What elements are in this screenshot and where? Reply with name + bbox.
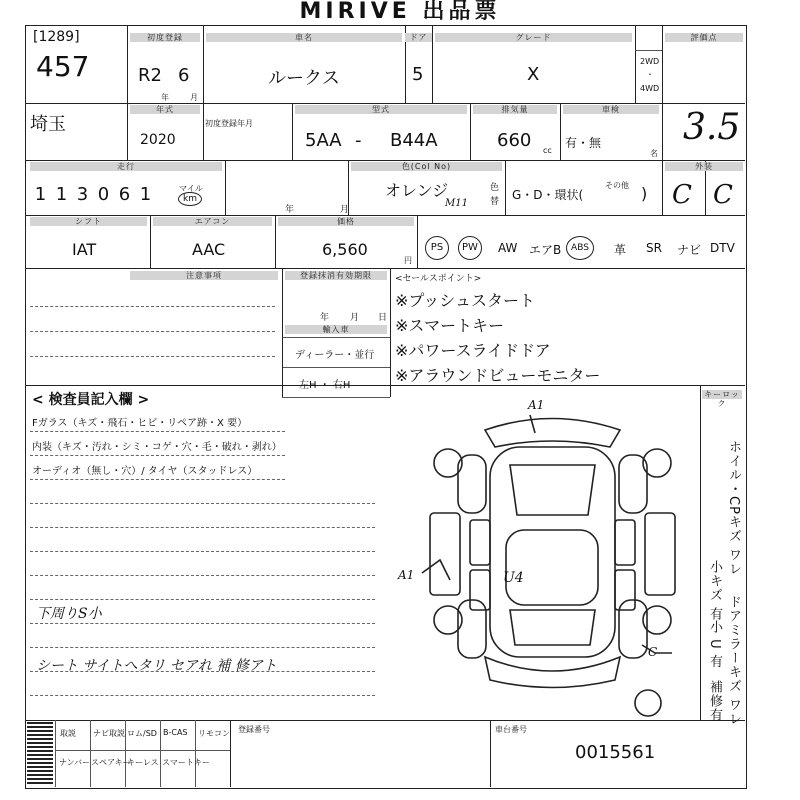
mileage-digit: 6 xyxy=(118,184,131,205)
footer-item-top: 取説 xyxy=(60,729,76,738)
mileage-digit: 1 xyxy=(139,184,152,205)
equip-ps: PS xyxy=(425,236,449,260)
reg-expiry-year: 年 xyxy=(320,313,330,323)
color-label: 色 xyxy=(490,183,500,193)
lot-number: 457 xyxy=(36,50,90,83)
car-name: ルークス xyxy=(268,68,340,89)
drive-sep: ・ xyxy=(646,70,654,79)
side-note-2: 小キズ 有 xyxy=(707,560,722,622)
evaluation-score: 3.5 xyxy=(683,107,741,148)
footer-item-bottom: スマートキー xyxy=(162,758,210,767)
displacement-value: 660 xyxy=(497,130,532,151)
import-type: ディーラー・並行 xyxy=(295,350,375,361)
first-reg-month: 6 xyxy=(178,65,190,86)
sheet-title: MIRIVE 出品票 xyxy=(299,0,501,24)
inspection-status: 有・無 xyxy=(565,136,602,150)
footer-item-top: B-CAS xyxy=(163,728,188,737)
reg-month-label: 月 xyxy=(340,205,350,215)
exterior-score: C xyxy=(672,180,692,210)
handwritten-note-seat: シート サイトへタリ セアれ 補 修アト xyxy=(36,658,277,674)
drive-4wd: 4WD xyxy=(640,84,660,93)
header-first-reg: 初度登録 xyxy=(130,33,200,42)
prefecture: 埼玉 xyxy=(30,114,66,135)
inspector-line-interior: 内装（キズ・汚れ・シミ・コゲ・穴・毛・破れ・剥れ） xyxy=(32,442,282,453)
equip-airbag: エアB xyxy=(529,243,562,257)
aircon: AAC xyxy=(192,240,226,259)
model-code: B44A xyxy=(390,130,438,151)
mileage-digit: 1 xyxy=(34,184,47,205)
header-key-lock: キーロック xyxy=(702,390,742,399)
side-note-1: ホイル・CPキズ ワレ xyxy=(726,440,741,577)
header-aircon: エアコン xyxy=(153,217,272,226)
side-note-5: 補修有 xyxy=(707,680,722,722)
handwritten-note-underbody: 下周りS小 xyxy=(36,606,102,622)
equip-abs: ABS xyxy=(566,236,594,260)
color-options: G・D・環状( xyxy=(512,188,584,202)
equip-aw: AW xyxy=(498,241,518,255)
inspection-note: 名 xyxy=(650,149,658,158)
header-reg-expiry: 登録抹消有効期限 xyxy=(285,271,387,280)
header-model: 型式 xyxy=(295,105,467,114)
model-year-note: 初度登録年月 xyxy=(205,119,253,128)
mark-c: C xyxy=(648,645,658,659)
price-unit: 円 xyxy=(404,256,412,265)
header-mileage: 走行 xyxy=(30,162,222,171)
header-interior: 外装 xyxy=(665,162,743,171)
header-evaluation: 評価点 xyxy=(665,33,743,42)
mileage-digit: 1 xyxy=(55,184,68,205)
recycle-label: 登録番号 xyxy=(238,725,270,734)
equipment-list xyxy=(420,232,745,266)
side-note-4: 小 U 有 xyxy=(707,620,722,669)
equip-dtv: DTV xyxy=(710,241,735,255)
footer-item-bottom: スペアキー xyxy=(91,758,131,767)
header-import: 輸入車 xyxy=(285,325,387,334)
shift: IAT xyxy=(72,240,97,259)
color-other-label: その他 xyxy=(605,181,629,190)
side-note-3: ドアミラーキズ ワレ xyxy=(726,595,741,727)
mark-u4: U4 xyxy=(503,570,524,586)
model-year: 2020 xyxy=(140,132,176,148)
mileage-digit: 0 xyxy=(97,184,110,205)
header-price: 価格 xyxy=(278,217,414,226)
mileage-digits xyxy=(30,184,156,205)
inspector-line-audio: オーディオ（無し・穴）/ タイヤ（スタッドレス） xyxy=(32,466,258,477)
model-prefix: 5AA xyxy=(305,130,342,151)
price-value: 6,560 xyxy=(322,240,368,259)
footer-item-bottom: ナンバー xyxy=(59,758,91,767)
inspector-header: < 検査員記入欄 > xyxy=(32,392,150,408)
door-count: 5 xyxy=(412,64,424,85)
import-hand: 左H ・ 右H xyxy=(299,380,351,391)
footer-item-top: リモコン xyxy=(198,729,230,738)
sales-point: ※パワースライドドア xyxy=(395,341,551,360)
mark-a1-top: A1 xyxy=(528,398,545,412)
header-doors: ドア xyxy=(405,33,432,42)
grade: X xyxy=(527,64,540,85)
reg-expiry-day: 日 xyxy=(378,313,388,323)
sales-point: ※スマートキー xyxy=(395,316,505,335)
chassis-number: 0015561 xyxy=(575,742,656,763)
footer-item-top: ナビ取説 xyxy=(93,729,125,738)
reg-expiry-month: 月 xyxy=(350,313,360,323)
barcode-strip xyxy=(27,722,53,784)
color-code: M11 xyxy=(445,198,468,209)
header-notes: 注意事項 xyxy=(130,271,278,280)
sales-point: ※プッシュスタート xyxy=(395,291,535,310)
chassis-label: 車台番号 xyxy=(495,725,527,734)
header-shift: シフト xyxy=(30,217,147,226)
lot-bracket: [1289] xyxy=(33,29,80,45)
footer-item-bottom: キーレス xyxy=(127,758,159,767)
displacement-unit: cc xyxy=(543,146,552,155)
mileage-digit: 3 xyxy=(76,184,89,205)
interior-score: C xyxy=(713,180,733,210)
footer-item-top: ロム/SD xyxy=(127,729,157,738)
model-dash: - xyxy=(355,130,362,151)
sales-points-header: <セールスポイント> xyxy=(395,274,482,284)
car-diagram xyxy=(410,395,695,720)
sales-point: ※アラウンドビューモニター xyxy=(395,366,601,385)
header-model-year: 年式 xyxy=(130,105,200,114)
mileage-unit-mile: マイル xyxy=(179,184,203,193)
color-sub: 替 xyxy=(490,197,500,207)
mark-a1-left: A1 xyxy=(398,568,415,582)
header-grade: グレード xyxy=(435,33,632,42)
equip-navi: ナビ xyxy=(677,243,702,257)
inspector-line-glass: Fガラス（キズ・飛石・ヒビ・リペア跡・X 要） xyxy=(32,418,248,429)
equip-sr: SR xyxy=(646,241,662,255)
mileage-unit-km: km xyxy=(178,192,202,206)
color-name: オレンジ xyxy=(385,181,449,200)
first-reg-month-label: 月 xyxy=(190,93,198,102)
reg-year-label: 年 xyxy=(285,205,295,215)
header-inspection: 車検 xyxy=(563,105,659,114)
header-color: 色(Col No) xyxy=(351,162,502,171)
equip-leather: 革 xyxy=(614,243,627,257)
equip-pw: PW xyxy=(458,236,482,260)
color-options-close: ) xyxy=(641,184,648,203)
header-car-name: 車名 xyxy=(206,33,402,42)
header-displacement: 排気量 xyxy=(473,105,557,114)
drive-2wd: 2WD xyxy=(640,57,660,66)
first-reg-year-label: 年 xyxy=(161,93,169,102)
first-reg-era: R2 xyxy=(138,65,162,86)
